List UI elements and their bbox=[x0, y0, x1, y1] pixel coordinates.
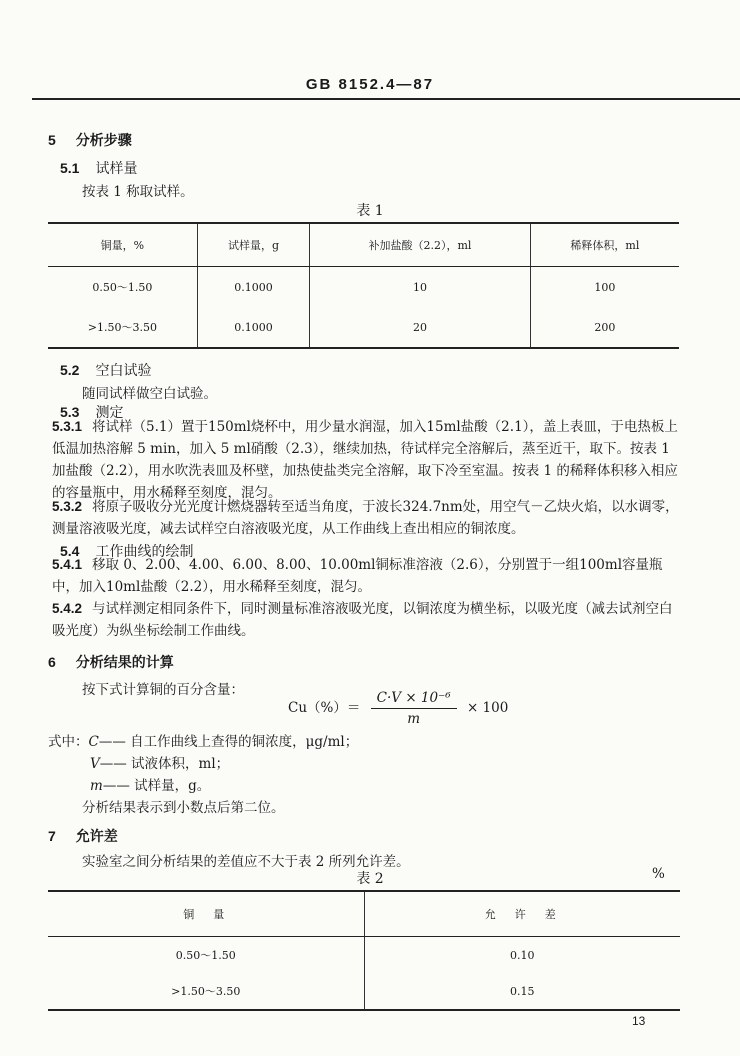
table-cell: 0.1000 bbox=[197, 307, 309, 348]
section-number: 5 bbox=[48, 132, 56, 148]
paragraph-5-3-1 bbox=[52, 416, 682, 504]
table-header-cell: 铜 量 bbox=[48, 891, 364, 937]
table-1 bbox=[48, 222, 679, 349]
table-header-cell: 补加盐酸（2.2），ml bbox=[310, 223, 531, 267]
paragraph-5-3-2 bbox=[52, 496, 682, 540]
formula bbox=[288, 690, 508, 727]
table-row bbox=[48, 267, 679, 308]
table-row bbox=[48, 973, 680, 1010]
section-number: 6 bbox=[48, 654, 56, 670]
subsection-5-1-text: 按表 1 称取试样。 bbox=[82, 184, 194, 200]
formula-denominator: m bbox=[407, 711, 421, 727]
table-cell: >1.50～3.50 bbox=[48, 973, 364, 1010]
variable-text: —— 试液体积，ml； bbox=[99, 756, 230, 772]
table-cell: 0.1000 bbox=[197, 267, 309, 308]
paragraph-text: 将试样（5.1）置于150ml烧杯中，用少量水润湿，加入15ml盐酸（2.1），盖上表皿，于电热板上低温加热溶解 5 min，加入 5 ml硝酸（2.3），继续加热，待试样完全溶解后，蒸至近干，取下。按表 1 加盐酸（2.2），用水吹洗表皿及杯壁，加热使盐类完全溶解，取下冷至室温。按表 1 的稀释体积移入相应的容量瓶中，用水稀释至刻度，混匀。 bbox=[52, 419, 678, 501]
table-cell: 100 bbox=[594, 280, 616, 294]
subsection-title: 测定 bbox=[95, 405, 124, 421]
variable-definition bbox=[90, 752, 229, 772]
table-row bbox=[48, 937, 680, 974]
where-label: 式中： bbox=[48, 734, 89, 750]
table-2-caption: 表 2 bbox=[356, 871, 384, 887]
table-row bbox=[48, 307, 679, 348]
table-2-unit: % bbox=[652, 866, 665, 882]
paragraph-5-4-2 bbox=[52, 598, 682, 642]
variable-text: —— 试样量，g。 bbox=[102, 778, 211, 794]
table-header-cell: 铜量，% bbox=[48, 223, 197, 267]
formula-fraction bbox=[371, 690, 457, 727]
subsection-5-2-text: 随同试样做空白试验。 bbox=[82, 386, 217, 402]
subsection-number: 5.4 bbox=[60, 543, 80, 559]
subsection-number: 5.1 bbox=[60, 160, 80, 176]
section-5-heading bbox=[48, 130, 132, 150]
table-2 bbox=[48, 890, 680, 1011]
section-number: 7 bbox=[48, 828, 56, 844]
variable-symbol: V bbox=[90, 756, 100, 772]
section-title: 分析结果的计算 bbox=[75, 654, 174, 670]
paragraph-text: 移取 0、2.00、4.00、6.00、8.00、10.00ml铜标准溶液（2.6），分别置于一组100ml容量瓶中，加入10ml盐酸（2.2），用水稀释至刻度，混匀。 bbox=[52, 557, 663, 595]
variable-text: —— 自工作曲线上查得的铜浓度，μg/ml； bbox=[98, 734, 359, 750]
variable-symbol: m bbox=[90, 778, 103, 794]
formula-intro: 按下式计算铜的百分含量： bbox=[82, 682, 244, 698]
variable-definition bbox=[48, 730, 358, 750]
section-7-heading bbox=[48, 826, 118, 846]
paragraph-number: 5.3.2 bbox=[52, 499, 83, 514]
subsection-title: 试样量 bbox=[95, 161, 138, 177]
table-header-cell: 试样量，g bbox=[197, 223, 309, 267]
formula-lhs: Cu（%）＝ bbox=[288, 700, 361, 716]
page-number: 13 bbox=[632, 1014, 646, 1028]
subsection-number: 5.2 bbox=[60, 362, 80, 378]
subsection-title: 空白试验 bbox=[95, 363, 152, 379]
subsection-title: 工作曲线的绘制 bbox=[95, 544, 194, 560]
paragraph-text: 将原子吸收分光光度计燃烧器转至适当角度，于波长324.7nm处，用空气－乙炔火焰，以水调零，测量溶液吸光度，减去试样空白溶液吸光度，从工作曲线上查出相应的铜浓度。 bbox=[52, 499, 679, 537]
subsection-number: 5.3 bbox=[60, 404, 80, 420]
table-1-caption: 表 1 bbox=[356, 203, 384, 219]
variable-symbol: C bbox=[88, 734, 99, 750]
subsection-5-1-heading bbox=[60, 158, 137, 178]
section-7-text: 实验室之间分析结果的差值应不大于表 2 所列允许差。 bbox=[82, 854, 410, 870]
table-cell: 10 bbox=[310, 267, 531, 308]
section-6-heading bbox=[48, 652, 174, 672]
table-header-cell: 稀释体积，ml bbox=[530, 223, 679, 267]
paragraph-text: 与试样测定相同条件下，同时测量标准溶液吸光度，以铜浓度为横坐标，以吸光度（减去试剂空白吸光度）为纵坐标绘制工作曲线。 bbox=[52, 601, 673, 639]
formula-tail: × 100 bbox=[466, 700, 509, 716]
document-header: GB 8152.4—87 bbox=[305, 76, 435, 93]
table-header-cell: 允 许 差 bbox=[364, 891, 680, 937]
paragraph-number: 5.4.1 bbox=[52, 557, 83, 572]
header-rule bbox=[32, 98, 740, 100]
section-title: 允许差 bbox=[75, 828, 118, 844]
section-title: 分析步骤 bbox=[75, 132, 132, 148]
table-cell: 0.10 bbox=[510, 948, 535, 962]
table-cell: >1.50～3.50 bbox=[48, 307, 197, 348]
variable-definition bbox=[90, 774, 210, 794]
formula-numerator: C·V × 10⁻⁶ bbox=[371, 690, 457, 709]
table-cell: 0.50～1.50 bbox=[48, 937, 364, 974]
result-note: 分析结果表示到小数点后第二位。 bbox=[82, 800, 285, 816]
paragraph-number: 5.3.1 bbox=[52, 419, 83, 434]
table-cell: 0.15 bbox=[510, 984, 535, 998]
table-header-row bbox=[48, 223, 679, 267]
table-cell: 0.50～1.50 bbox=[48, 267, 197, 308]
subsection-5-2-heading bbox=[60, 360, 151, 380]
table-cell: 200 bbox=[594, 320, 616, 334]
paragraph-number: 5.4.2 bbox=[52, 601, 83, 616]
table-cell: 20 bbox=[310, 307, 531, 348]
table-header-row bbox=[48, 891, 680, 937]
paragraph-5-4-1 bbox=[52, 554, 682, 598]
